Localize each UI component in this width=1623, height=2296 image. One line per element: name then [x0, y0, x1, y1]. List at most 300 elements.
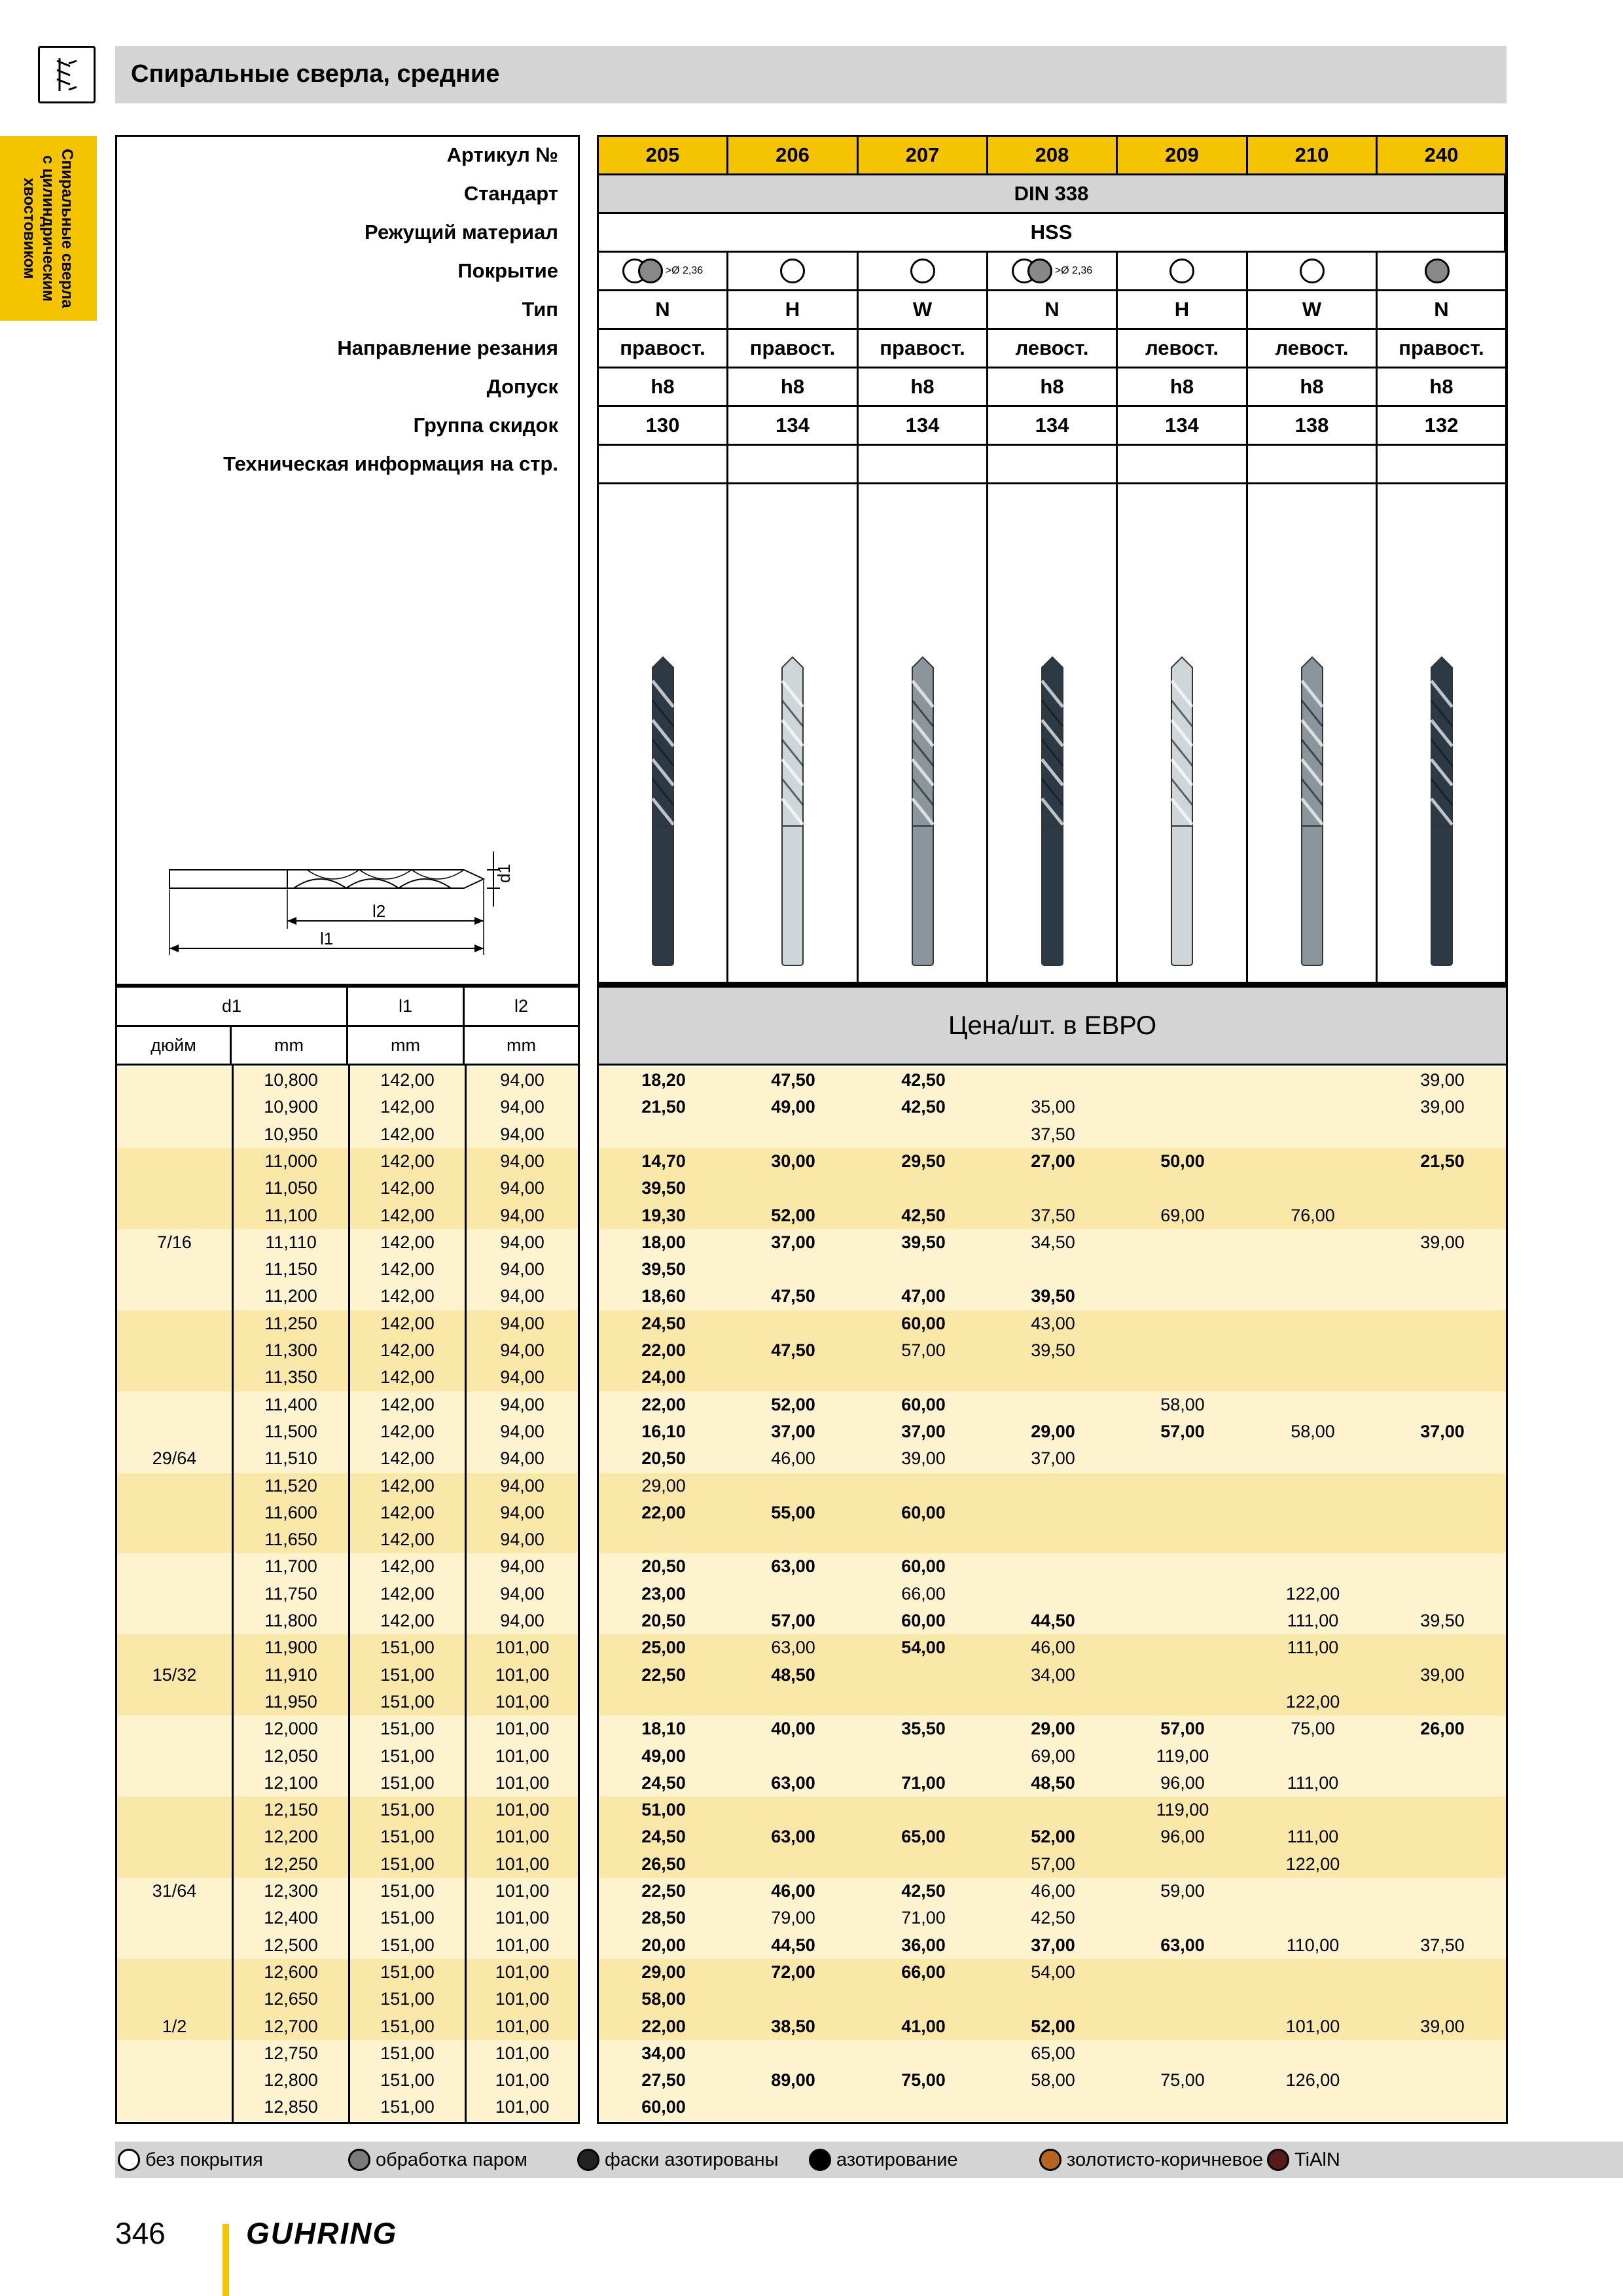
price-207: 42,50 [901, 1097, 946, 1117]
price-210 [1254, 2040, 1372, 2067]
type-cell: W [1248, 291, 1378, 330]
price-240 [1383, 1743, 1501, 1770]
price-209: 96,00 [1160, 1827, 1205, 1847]
price-240 [1383, 1959, 1501, 1986]
dim-l1: 142,00 [380, 1530, 435, 1550]
price-209 [1124, 1689, 1241, 1715]
price-206: 57,00 [771, 1611, 815, 1630]
price-210 [1254, 2094, 1372, 2121]
dim-inch [117, 2040, 232, 2067]
dim-l1: 151,00 [380, 1691, 435, 1712]
price-205: 14,70 [641, 1151, 686, 1171]
spec-label-panel [115, 135, 580, 986]
label-material: Режущий материал [365, 221, 558, 243]
price-209 [1124, 1553, 1241, 1580]
dim-l2: 94,00 [500, 1151, 544, 1171]
dim-mm: 12,300 [264, 1881, 318, 1901]
price-207 [865, 2040, 982, 2067]
dim-inch [117, 1959, 232, 1986]
drill-bit-icon [643, 655, 683, 969]
price-207 [865, 1851, 982, 1878]
dim-l1: 151,00 [380, 2016, 435, 2036]
page-title: Спиральные сверла, средние [131, 60, 500, 88]
price-208 [994, 2094, 1112, 2121]
price-240 [1383, 1797, 1501, 1823]
price-208: 34,50 [1031, 1232, 1075, 1252]
dim-inch [117, 1418, 232, 1445]
price-206 [734, 1364, 852, 1391]
dim-l1: 142,00 [380, 1124, 435, 1144]
price-208: 58,00 [1031, 2070, 1075, 2090]
price-205: 20,00 [641, 1935, 686, 1955]
dim-l2: 94,00 [500, 1530, 544, 1550]
dim-l2: 101,00 [495, 1908, 550, 1928]
diagram-label-d1: d1 [494, 864, 514, 883]
dim-mm: 11,650 [264, 1530, 317, 1550]
price-206: 52,00 [771, 1394, 815, 1414]
price-210 [1254, 1337, 1372, 1364]
dim-inch [117, 1310, 232, 1337]
brand-logo: GUHRING [246, 2216, 398, 2250]
price-209 [1124, 1310, 1241, 1337]
price-205: 18,60 [641, 1286, 686, 1306]
price-209 [1124, 1851, 1241, 1878]
price-207 [865, 1526, 982, 1553]
price-205: 27,50 [641, 2070, 686, 2090]
price-210 [1254, 1743, 1372, 1770]
dim-inch [117, 1770, 232, 1797]
dim-inch [117, 1337, 232, 1364]
legend-item [118, 2142, 263, 2178]
coating-swatch-icon [348, 2149, 370, 2171]
dim-l1: 151,00 [380, 1827, 435, 1847]
material-cell: HSS [599, 214, 1506, 253]
dim-header-l1-mm: mm [348, 1027, 465, 1066]
dim-inch [117, 1581, 232, 1607]
price-209 [1124, 1256, 1241, 1283]
price-210 [1254, 1391, 1372, 1418]
dim-l1: 142,00 [380, 1205, 435, 1225]
price-206: 72,00 [771, 1962, 815, 1982]
dim-inch [117, 1553, 232, 1580]
price-209 [1124, 2094, 1241, 2121]
techinfo-cell [1378, 446, 1507, 484]
price-207 [865, 1175, 982, 1202]
price-207: 42,50 [901, 1070, 946, 1090]
price-208: 44,50 [1031, 1611, 1075, 1630]
diagram-label-l1: l1 [320, 929, 334, 948]
price-210 [1254, 1473, 1372, 1499]
legend-item [577, 2142, 779, 2178]
techinfo-cell [1248, 446, 1378, 484]
price-205: 60,00 [641, 2097, 686, 2117]
dim-mm: 12,750 [264, 2043, 318, 2063]
price-208 [994, 1473, 1112, 1499]
dim-l1: 142,00 [380, 1502, 435, 1522]
price-207 [865, 1121, 982, 1148]
price-210: 58,00 [1291, 1421, 1335, 1441]
dim-l2: 94,00 [500, 1313, 544, 1333]
price-210 [1254, 1364, 1372, 1391]
dim-l1: 151,00 [380, 2070, 435, 2090]
price-205: 22,50 [641, 1664, 686, 1685]
price-209: 50,00 [1160, 1151, 1205, 1171]
price-205: 29,00 [641, 1962, 686, 1982]
dim-l1: 142,00 [380, 1340, 435, 1360]
price-209 [1124, 1526, 1241, 1553]
dim-l1: 151,00 [380, 1881, 435, 1901]
article-207: 207 [859, 137, 988, 175]
dim-header-l1: l1 [348, 986, 465, 1027]
price-206: 63,00 [771, 1827, 815, 1847]
dim-mm: 12,200 [264, 1827, 318, 1847]
discount-cell: 138 [1248, 407, 1378, 446]
dim-l2: 94,00 [500, 1286, 544, 1306]
legend-label: без покрытия [145, 2149, 263, 2170]
price-209 [1124, 1905, 1241, 1931]
dim-l1: 142,00 [380, 1367, 435, 1388]
discount-cell: 130 [599, 407, 728, 446]
tolerance-cell: h8 [859, 368, 988, 407]
price-208 [994, 1797, 1112, 1823]
price-208 [994, 1581, 1112, 1607]
dim-inch [117, 1932, 232, 1959]
label-coating: Покрытие [457, 259, 558, 282]
price-205: 39,50 [641, 1178, 686, 1198]
price-206: 46,00 [771, 1881, 815, 1901]
price-209: 58,00 [1160, 1394, 1205, 1414]
dim-l2: 101,00 [495, 2097, 550, 2117]
dim-l1: 142,00 [380, 1421, 435, 1441]
dim-mm: 10,900 [264, 1097, 318, 1117]
price-240 [1383, 2040, 1501, 2067]
price-208: 52,00 [1031, 1827, 1075, 1847]
price-210: 126,00 [1285, 2070, 1340, 2090]
price-205: 22,00 [641, 1340, 686, 1360]
price-207 [865, 1662, 982, 1689]
price-208 [994, 1689, 1112, 1715]
drill-icon [40, 48, 94, 101]
price-240 [1383, 1581, 1501, 1607]
label-type: Тип [522, 298, 558, 321]
dim-mm: 11,200 [264, 1286, 317, 1306]
steam-coating-icon [1425, 259, 1450, 283]
dim-inch [117, 1526, 232, 1553]
dim-l1: 151,00 [380, 1772, 435, 1793]
techinfo-cell [859, 446, 988, 484]
dim-l1: 151,00 [380, 1908, 435, 1928]
price-210: 76,00 [1291, 1205, 1335, 1225]
dim-mm: 11,950 [264, 1691, 317, 1712]
legend-label: золотисто-коричневое [1067, 2149, 1263, 2170]
price-207 [865, 1797, 982, 1823]
price-205: 24,50 [641, 1772, 686, 1793]
price-206: 79,00 [771, 1908, 815, 1928]
dim-l2: 101,00 [495, 1989, 550, 2009]
price-table [597, 1066, 1508, 2124]
price-205: 49,00 [641, 1746, 686, 1766]
tolerance-cell: h8 [1118, 368, 1248, 407]
price-210 [1254, 1175, 1372, 1202]
price-240: 37,00 [1420, 1421, 1465, 1441]
price-240 [1383, 1391, 1501, 1418]
price-206 [734, 1473, 852, 1499]
direction-cell: левост. [1248, 330, 1378, 368]
price-205: 20,50 [641, 1556, 686, 1577]
tolerance-cell: h8 [599, 368, 728, 407]
dimension-table [115, 1066, 580, 2124]
price-209 [1124, 1473, 1241, 1499]
drill-photo-cell [1118, 484, 1248, 984]
price-209 [1124, 1121, 1241, 1148]
price-209 [1124, 1364, 1241, 1391]
price-206 [734, 1310, 852, 1337]
price-240: 39,00 [1420, 1070, 1465, 1090]
price-210 [1254, 1499, 1372, 1526]
dim-l2: 94,00 [500, 1583, 544, 1604]
dim-l1: 151,00 [380, 1638, 435, 1658]
price-205: 20,50 [641, 1611, 686, 1630]
price-210 [1254, 1986, 1372, 2013]
price-207: 60,00 [901, 1556, 946, 1577]
price-240 [1383, 1364, 1501, 1391]
price-240: 26,00 [1420, 1719, 1465, 1739]
price-240 [1383, 2067, 1501, 2094]
dim-mm: 11,510 [264, 1448, 317, 1469]
dim-l1: 142,00 [380, 1475, 435, 1496]
drill-photo-cell [599, 484, 728, 984]
dim-l1: 142,00 [380, 1556, 435, 1577]
price-210: 101,00 [1285, 2016, 1340, 2036]
price-header: Цена/шт. в ЕВРО [597, 986, 1508, 1066]
price-205: 34,00 [641, 2043, 686, 2063]
price-206 [734, 1121, 852, 1148]
dim-inch: 29/64 [152, 1448, 197, 1469]
price-208: 46,00 [1031, 1881, 1075, 1901]
price-206: 47,50 [771, 1070, 815, 1090]
price-207: 60,00 [901, 1313, 946, 1333]
article-206: 206 [728, 137, 859, 175]
price-208: 39,50 [1031, 1286, 1075, 1306]
dim-mm: 11,400 [264, 1394, 317, 1414]
discount-cell: 134 [859, 407, 988, 446]
price-210 [1254, 1067, 1372, 1094]
price-240 [1383, 1634, 1501, 1661]
price-240 [1383, 1986, 1501, 2013]
price-209: 69,00 [1160, 1205, 1205, 1225]
dim-inch [117, 1905, 232, 1931]
price-240 [1383, 1878, 1501, 1905]
price-208: 37,00 [1031, 1448, 1075, 1469]
techinfo-cell [728, 446, 859, 484]
price-207 [865, 1256, 982, 1283]
price-206: 47,50 [771, 1340, 815, 1360]
price-208: 39,50 [1031, 1340, 1075, 1360]
drill-bit-icon [773, 655, 812, 969]
price-210: 75,00 [1291, 1719, 1335, 1739]
price-240 [1383, 1202, 1501, 1229]
price-208: 46,00 [1031, 1638, 1075, 1658]
price-206: 46,00 [771, 1448, 815, 1469]
dim-mm: 12,500 [264, 1935, 318, 1955]
price-209 [1124, 1175, 1241, 1202]
tolerance-cell: h8 [1378, 368, 1507, 407]
price-209 [1124, 1283, 1241, 1310]
dim-l1: 151,00 [380, 1746, 435, 1766]
price-206: 48,50 [771, 1664, 815, 1685]
price-206 [734, 2040, 852, 2067]
dim-mm: 11,000 [264, 1151, 317, 1171]
legend-item [1039, 2142, 1263, 2178]
price-206: 63,00 [771, 1638, 815, 1658]
side-tab[interactable] [0, 136, 97, 321]
price-210: 122,00 [1285, 1691, 1340, 1712]
dim-inch [117, 1797, 232, 1823]
price-205: 16,10 [641, 1421, 686, 1441]
dim-inch [117, 1391, 232, 1418]
uncoated-icon [1300, 259, 1325, 283]
dim-mm: 12,250 [264, 1854, 318, 1874]
dim-mm: 12,650 [264, 1989, 318, 2009]
dim-l2: 101,00 [495, 1664, 550, 1685]
steam-coating-icon [1027, 259, 1052, 283]
direction-cell: правост. [859, 330, 988, 368]
legend-item [1267, 2142, 1340, 2178]
price-210 [1254, 1256, 1372, 1283]
diagram-label-l2: l2 [372, 901, 386, 921]
dim-header-mm: mm [232, 1027, 348, 1066]
price-206 [734, 1256, 852, 1283]
price-210: 111,00 [1287, 1611, 1339, 1630]
dim-l1: 142,00 [380, 1151, 435, 1171]
price-207: 71,00 [901, 1772, 946, 1793]
price-208: 37,00 [1031, 1935, 1075, 1955]
standard-cell: DIN 338 [599, 175, 1506, 214]
price-209: 96,00 [1160, 1772, 1205, 1793]
price-208 [994, 1364, 1112, 1391]
dim-inch [117, 1743, 232, 1770]
price-208: 35,00 [1031, 1097, 1075, 1117]
price-210 [1254, 1148, 1372, 1175]
price-208: 29,00 [1031, 1421, 1075, 1441]
price-209 [1124, 1581, 1241, 1607]
dim-mm: 11,110 [265, 1232, 317, 1252]
footer-accent-bar [223, 2224, 229, 2296]
price-206: 40,00 [771, 1719, 815, 1739]
dim-l1: 142,00 [380, 1232, 435, 1252]
price-240 [1383, 1310, 1501, 1337]
legend-item [809, 2142, 958, 2178]
article-205: 205 [599, 137, 728, 175]
dim-l2: 94,00 [500, 1448, 544, 1469]
dim-header-d1: d1 [115, 986, 348, 1027]
price-209 [1124, 1662, 1241, 1689]
dim-l2: 94,00 [500, 1232, 544, 1252]
price-210 [1254, 1662, 1372, 1689]
coating-cell [1118, 253, 1248, 291]
price-240: 39,00 [1420, 1232, 1465, 1252]
price-208 [994, 1256, 1112, 1283]
dim-l2: 101,00 [495, 1800, 550, 1820]
price-205: 39,50 [641, 1259, 686, 1280]
dim-l2: 94,00 [500, 1070, 544, 1090]
price-208: 37,50 [1031, 1124, 1075, 1144]
price-207 [865, 1473, 982, 1499]
dim-l2: 101,00 [495, 2016, 550, 2036]
drill-bit-icon [1162, 655, 1202, 969]
price-205: 51,00 [641, 1800, 686, 1820]
price-207: 54,00 [901, 1638, 946, 1658]
price-210 [1254, 1283, 1372, 1310]
price-207: 29,50 [901, 1151, 946, 1171]
price-209 [1124, 1067, 1241, 1094]
steam-coating-icon [638, 259, 663, 283]
dim-inch [117, 1148, 232, 1175]
price-208 [994, 1986, 1112, 2013]
price-209 [1124, 1607, 1241, 1634]
title-bar [115, 46, 1507, 103]
dim-mm: 11,250 [264, 1313, 317, 1333]
price-209 [1124, 1959, 1241, 1986]
dim-l2: 94,00 [500, 1502, 544, 1522]
price-207 [865, 2094, 982, 2121]
type-cell: W [859, 291, 988, 330]
price-206: 89,00 [771, 2070, 815, 2090]
coating-cell [1378, 253, 1507, 291]
drill-bit-icon [1033, 655, 1072, 969]
direction-cell: левост. [988, 330, 1118, 368]
price-206 [734, 1743, 852, 1770]
article-208: 208 [988, 137, 1118, 175]
dim-l2: 101,00 [495, 1881, 550, 1901]
price-206: 47,50 [771, 1286, 815, 1306]
price-210 [1254, 1959, 1372, 1986]
dim-inch [117, 1986, 232, 2013]
price-240: 37,50 [1420, 1935, 1465, 1955]
coating-swatch-icon [809, 2149, 831, 2171]
price-208 [994, 1553, 1112, 1580]
price-207: 65,00 [901, 1827, 946, 1847]
dim-l2: 94,00 [500, 1394, 544, 1414]
article-210: 210 [1248, 137, 1378, 175]
price-205: 21,50 [641, 1097, 686, 1117]
price-207: 75,00 [901, 2070, 946, 2090]
price-207: 42,50 [901, 1205, 946, 1225]
price-205: 20,50 [641, 1448, 686, 1469]
dim-l1: 142,00 [380, 1448, 435, 1469]
price-207: 35,50 [901, 1719, 946, 1739]
type-cell: N [988, 291, 1118, 330]
legend-label: TiAlN [1294, 2149, 1340, 2170]
price-207: 66,00 [901, 1962, 946, 1982]
label-article: Артикул № [446, 143, 558, 166]
article-240: 240 [1378, 137, 1507, 175]
price-240 [1383, 1499, 1501, 1526]
drill-bit-icon [1293, 655, 1332, 969]
price-206: 37,00 [771, 1232, 815, 1252]
price-207: 60,00 [901, 1502, 946, 1522]
dim-mm: 11,500 [264, 1421, 317, 1441]
drill-photo-cell [988, 484, 1118, 984]
price-206: 49,00 [771, 1097, 815, 1117]
dim-inch [117, 1715, 232, 1742]
dim-inch [117, 1202, 232, 1229]
price-209: 119,00 [1156, 1800, 1209, 1820]
price-207: 71,00 [901, 1908, 946, 1928]
price-206: 63,00 [771, 1556, 815, 1577]
dim-inch [117, 1256, 232, 1283]
price-208: 65,00 [1031, 2043, 1075, 2063]
